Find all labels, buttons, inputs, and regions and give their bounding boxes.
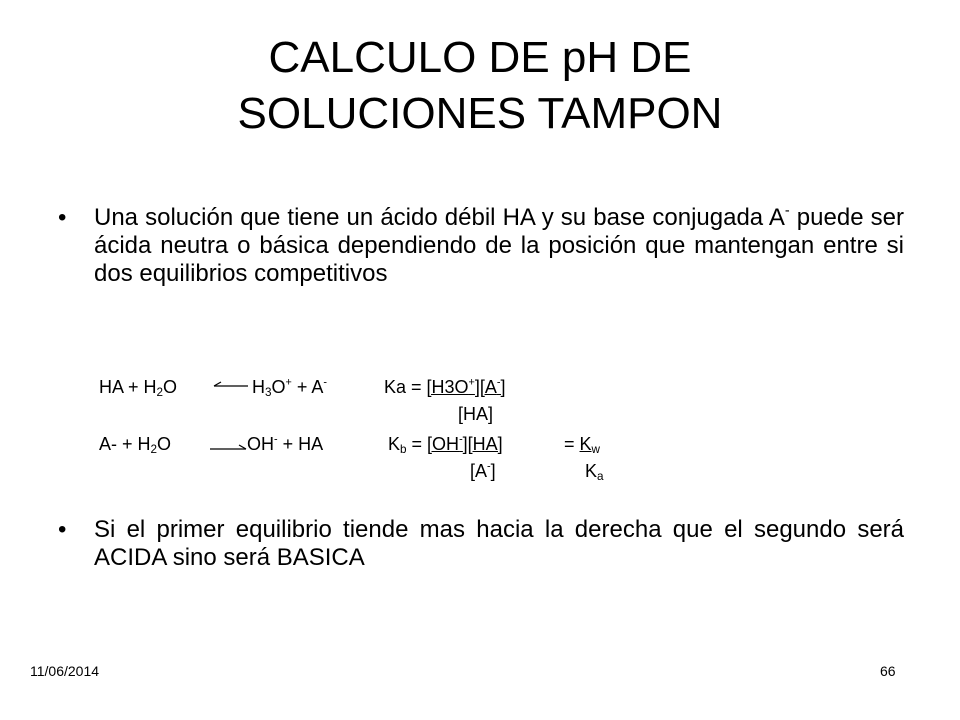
eq2-kb-denominator: [A-] <box>470 460 496 481</box>
footer-date: 11/06/2014 <box>30 663 100 679</box>
slide-title-line-2: SOLUCIONES TAMPON <box>237 89 723 138</box>
slide-title-line-1: CALCULO DE pH DE <box>268 33 692 82</box>
eq1-products: $H_3O^+ + A^-$ <box>252 376 327 399</box>
eq2-kb-expression: $K_b = [OH^-][HA]$ <box>388 433 503 456</box>
eq1-ka-expression: Ka = [H3O+][A-] <box>384 376 506 397</box>
eq1-ka-denominator: [HA] <box>458 404 494 424</box>
bullet-item-2 <box>58 516 904 572</box>
bullet-text-2: Si el primer equilibrio tiende mas hacia la derecha que el segundo será ACIDA sino será BASICA <box>94 516 904 571</box>
eq1-reactants: HA + $H_2O$ <box>99 377 178 399</box>
eq2-kw-expression: = $K_w$ <box>564 434 600 456</box>
eq2-ka-denominator: $K_a$ <box>585 461 604 483</box>
slide-title <box>0 30 960 142</box>
equilibrium-arrow-icon <box>212 380 250 390</box>
bullet-point-icon: • <box>58 516 67 543</box>
footer-page-number: 66 <box>880 663 896 679</box>
reaction-arrow-icon <box>208 444 248 454</box>
eq2-reactants: $A- + H_2O$ <box>99 434 172 456</box>
eq2-products: OH- + HA <box>247 433 324 454</box>
bullet-text-1: Una solución que tiene un ácido débil HA y su base conjugada A- puede ser ácida neutra o básica dependiendo de la posición que mantengan entre si dos equilibrios competitivos <box>94 202 904 287</box>
bullet-item-1 <box>58 204 904 288</box>
bullet-point-icon: • <box>58 204 67 231</box>
